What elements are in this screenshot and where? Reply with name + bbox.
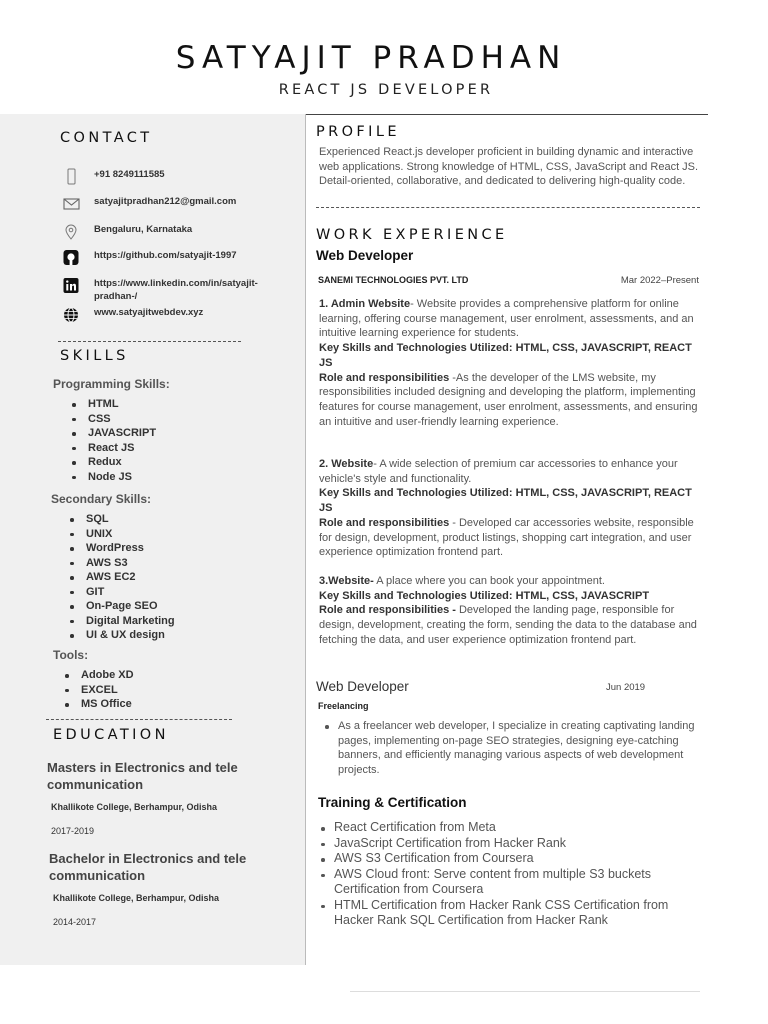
column-divider bbox=[305, 114, 306, 965]
globe-icon bbox=[62, 306, 82, 324]
list-item: UI & UX design bbox=[86, 628, 175, 643]
github-icon bbox=[62, 249, 82, 267]
list-item: Redux bbox=[88, 455, 156, 470]
project-3 bbox=[319, 574, 705, 648]
list-item: Adobe XD bbox=[81, 669, 134, 681]
list-item: AWS EC2 bbox=[86, 570, 175, 585]
project-name: 3.Website- bbox=[319, 575, 374, 587]
project-desc: - Website provides a comprehensive platform for online learning, offering course management, user enrolment, assessments, and an intuitive learning experience for students. bbox=[319, 298, 694, 340]
project-role-label: Role and responsibilities - bbox=[319, 604, 456, 617]
list-item: AWS Cloud front: Serve content from multiple S3 buckets Certification from Coursera bbox=[334, 867, 704, 898]
project-role-label: Role and responsibilities bbox=[319, 371, 450, 384]
list-item: HTML Certification from Hacker Rank CSS Certification from Hacker Rank SQL Certification from Hacker Rank bbox=[334, 898, 704, 929]
project-name: 2. Website bbox=[319, 458, 374, 470]
tools-label: Tools: bbox=[53, 648, 89, 662]
education-school-2: Khallikote College, Berhampur, Odisha bbox=[53, 893, 220, 903]
skills-heading: SKILLS bbox=[60, 348, 129, 364]
project-skills: Key Skills and Technologies Utilized: HTML, CSS, JAVASCRIPT bbox=[319, 589, 650, 602]
list-item: EXCEL bbox=[81, 683, 134, 698]
list-item: HTML bbox=[88, 397, 156, 412]
list-item: React JS bbox=[88, 441, 156, 456]
education-degree-2: Bachelor in Electronics and tele communication bbox=[49, 851, 247, 883]
programming-skills-list bbox=[88, 397, 156, 484]
list-item: MS Office bbox=[81, 698, 132, 710]
phone-icon bbox=[62, 168, 82, 186]
contact-email[interactable] bbox=[62, 195, 302, 217]
header-divider bbox=[305, 114, 708, 115]
list-item: SQL bbox=[86, 512, 175, 527]
project-role-label: Role and responsibilities bbox=[319, 516, 450, 529]
list-item: GIT bbox=[86, 585, 175, 600]
project-1 bbox=[319, 297, 705, 429]
secondary-skills-list bbox=[86, 512, 175, 643]
education-years-2: 2014-2017 bbox=[53, 917, 97, 927]
skills-divider bbox=[46, 719, 232, 720]
job-title: REACT JS DEVELOPER bbox=[278, 82, 494, 98]
project-skills: Key Skills and Technologies Utilized: HTML, CSS, JAVASCRIPT, REACT JS bbox=[319, 342, 692, 369]
certification-list bbox=[334, 820, 704, 929]
location-pin-icon bbox=[62, 223, 82, 241]
website-link: www.satyajitwebdev.xyz bbox=[94, 307, 204, 318]
training-heading: Training & Certification bbox=[318, 795, 467, 810]
list-item: AWS S3 bbox=[86, 556, 175, 571]
education-school-1: Khallikote College, Berhampur, Odisha bbox=[51, 802, 218, 812]
profile-divider bbox=[316, 207, 700, 208]
contact-github[interactable] bbox=[62, 249, 302, 271]
linkedin-icon bbox=[62, 277, 82, 295]
project-role-text: - Developed car accessories website, responsible for design, development, product listings, shopping cart integration, and user experience optimization frontend part. bbox=[319, 516, 694, 559]
contact-heading: CONTACT bbox=[60, 130, 153, 146]
education-years-1: 2017-2019 bbox=[51, 826, 95, 836]
list-item: UNIX bbox=[86, 527, 175, 542]
list-item: JAVASCRIPT bbox=[88, 427, 157, 439]
github-link: https://github.com/satyajit-1997 bbox=[94, 250, 237, 261]
project-desc: - A wide selection of premium car accessories to enhance your vehicle's style and functionality. bbox=[319, 458, 678, 485]
education-heading: EDUCATION bbox=[53, 727, 169, 743]
contact-phone[interactable] bbox=[62, 168, 302, 190]
project-role-text: -As the developer of the LMS website, my responsibilities included designing and developing the platform, implementing features for course management, user enrolment, assessments, and ensuring an intuitive and user-friendly learning experience. bbox=[319, 371, 698, 428]
contact-linkedin[interactable] bbox=[62, 277, 302, 307]
company-name: SANEMI TECHNOLOGIES PVT. LTD bbox=[318, 275, 469, 285]
contact-website[interactable] bbox=[62, 306, 302, 328]
mail-icon bbox=[62, 195, 82, 213]
list-item: Node JS bbox=[88, 470, 156, 485]
list-item: CSS bbox=[88, 412, 156, 427]
location: Bengaluru, Karnataka bbox=[94, 224, 193, 235]
email-address: satyajitpradhan212@gmail.com bbox=[94, 196, 237, 207]
project-desc: A place where you can book your appointment. bbox=[373, 575, 605, 587]
job-type: Freelancing bbox=[318, 701, 369, 711]
profile-text: Experienced React.js developer proficient in building dynamic and interactive web applications. Strong knowledge of HTML, CSS, JavaScript and React JS. Detail-oriented, collaborative, and dedicated to delivering high-quality code. bbox=[319, 146, 699, 188]
linkedin-link: https://www.linkedin.com/in/satyajit-pradhan-/ bbox=[94, 278, 258, 302]
secondary-skills-label: Secondary Skills: bbox=[51, 492, 152, 506]
list-item: AWS S3 Certification from Coursera bbox=[334, 851, 704, 867]
list-item: On-Page SEO bbox=[86, 599, 175, 614]
project-skills: Key Skills and Technologies Utilized: HTML, CSS, JAVASCRIPT, REACT JS bbox=[319, 487, 692, 515]
job-title-1: Web Developer bbox=[316, 248, 414, 263]
list-item: Digital Marketing bbox=[86, 614, 175, 627]
tools-list bbox=[81, 668, 134, 712]
profile-heading: PROFILE bbox=[316, 124, 400, 140]
job-title-2: Web Developer bbox=[316, 679, 409, 694]
phone-number: +91 8249111585 bbox=[94, 169, 165, 180]
project-role-text: Developed the landing page, responsible for design, development, creating the form, sending the data to the database and fetching the data, and user experience optimization frontend part. bbox=[319, 604, 697, 646]
candidate-name: SATYAJIT PRADHAN bbox=[175, 40, 567, 76]
work-experience-heading: WORK EXPERIENCE bbox=[316, 227, 508, 243]
list-item: JavaScript Certification from Hacker Rank bbox=[334, 836, 704, 852]
footer-line bbox=[350, 991, 700, 992]
project-name: 1. Admin Website bbox=[319, 298, 411, 310]
programming-skills-label: Programming Skills: bbox=[53, 377, 170, 391]
list-item: WordPress bbox=[86, 541, 175, 556]
contact-location bbox=[62, 223, 302, 245]
contact-divider bbox=[58, 341, 241, 342]
freelance-list bbox=[338, 719, 698, 778]
job-date-1: Mar 2022–Present bbox=[620, 275, 699, 286]
education-degree-1: Masters in Electronics and tele communication bbox=[47, 760, 238, 792]
list-item: As a freelancer web developer, I specialize in creating captivating landing pages, implementing on-page SEO strategies, designing eye-catching banners, and efficiently managing various aspects of web development projects. bbox=[338, 719, 698, 778]
project-2 bbox=[319, 457, 705, 560]
list-item: React Certification from Meta bbox=[334, 820, 704, 836]
job-date-2: Jun 2019 bbox=[606, 682, 646, 693]
